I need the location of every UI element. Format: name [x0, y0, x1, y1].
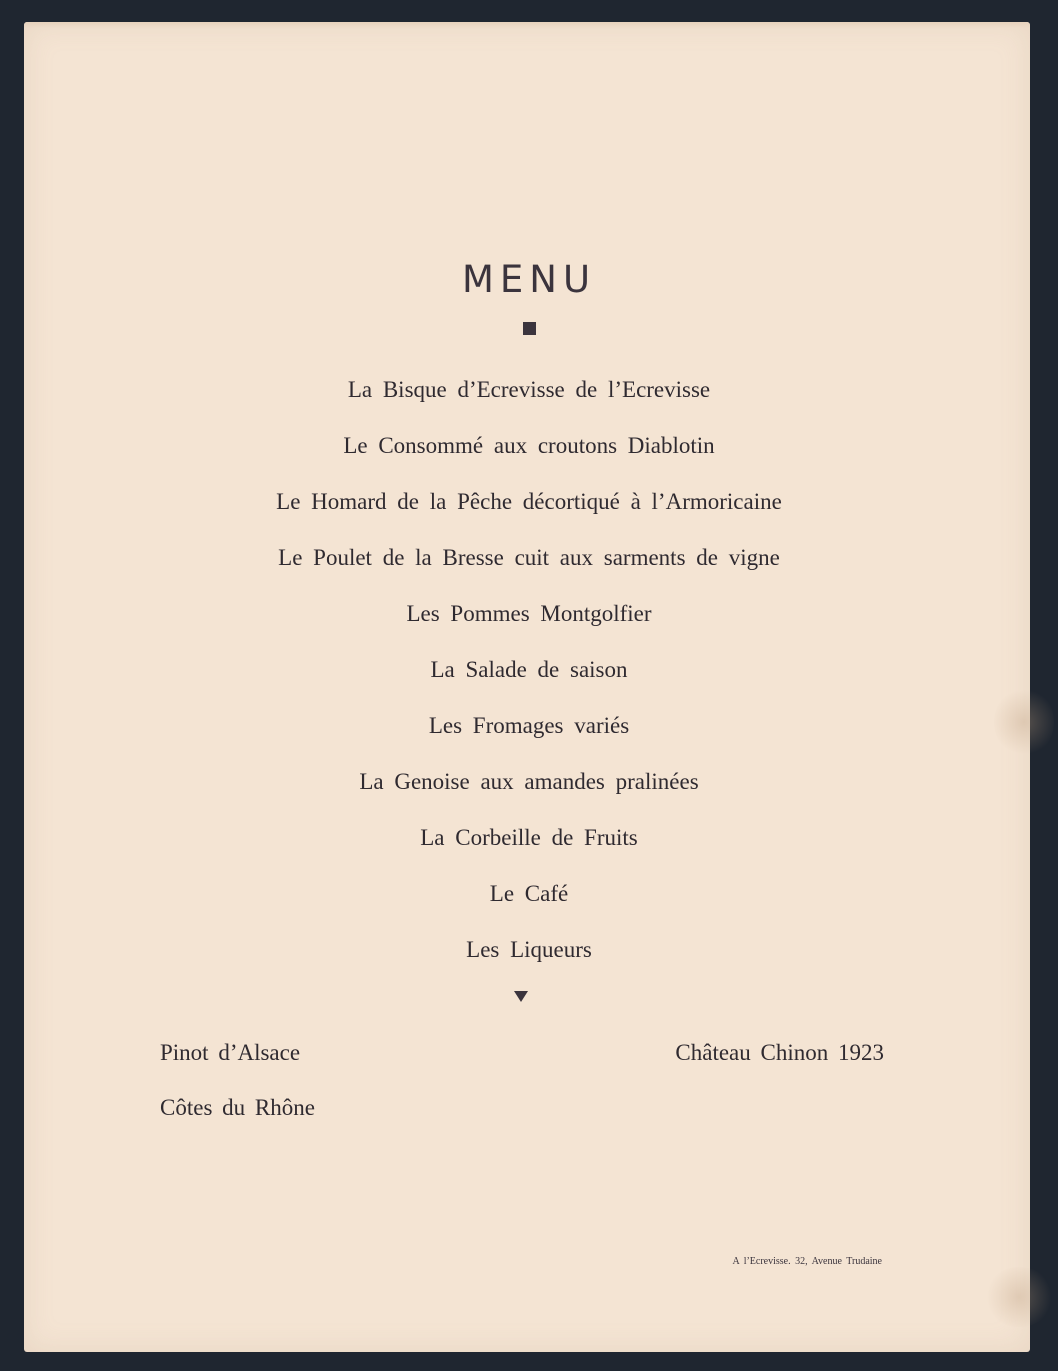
wine-item: Côtes du Rhône — [160, 1095, 315, 1120]
paper-stain — [984, 1267, 1054, 1327]
menu-title: MENU — [461, 258, 597, 301]
course-item: La Salade de saison — [430, 657, 628, 682]
course-item: La Genoise aux amandes pralinées — [359, 769, 699, 794]
course-item: La Bisque d’Ecrevisse de l’Ecrevisse — [347, 377, 711, 402]
triangle-ornament-icon — [514, 991, 528, 1002]
course-item: Le Homard de la Pêche décortiqué à l’Armoricaine — [276, 489, 782, 514]
wine-item: Château Chinon 1923 — [675, 1040, 884, 1065]
course-item: Le Poulet de la Bresse cuit aux sarments de vigne — [278, 545, 780, 570]
wine-item: Pinot d’Alsace — [160, 1040, 301, 1065]
square-ornament-icon — [523, 322, 536, 335]
course-item: La Corbeille de Fruits — [420, 825, 638, 850]
restaurant-address: A l’Ecrevisse. 32, Avenue Trudaine — [732, 1256, 882, 1267]
course-item: Le Café — [489, 881, 569, 906]
course-list — [0, 370, 1058, 986]
course-item: Les Fromages variés — [428, 713, 630, 738]
course-item: Les Liqueurs — [466, 937, 592, 962]
course-item: Le Consommé aux croutons Diablotin — [343, 433, 715, 458]
course-item: Les Pommes Montgolfier — [406, 601, 652, 626]
